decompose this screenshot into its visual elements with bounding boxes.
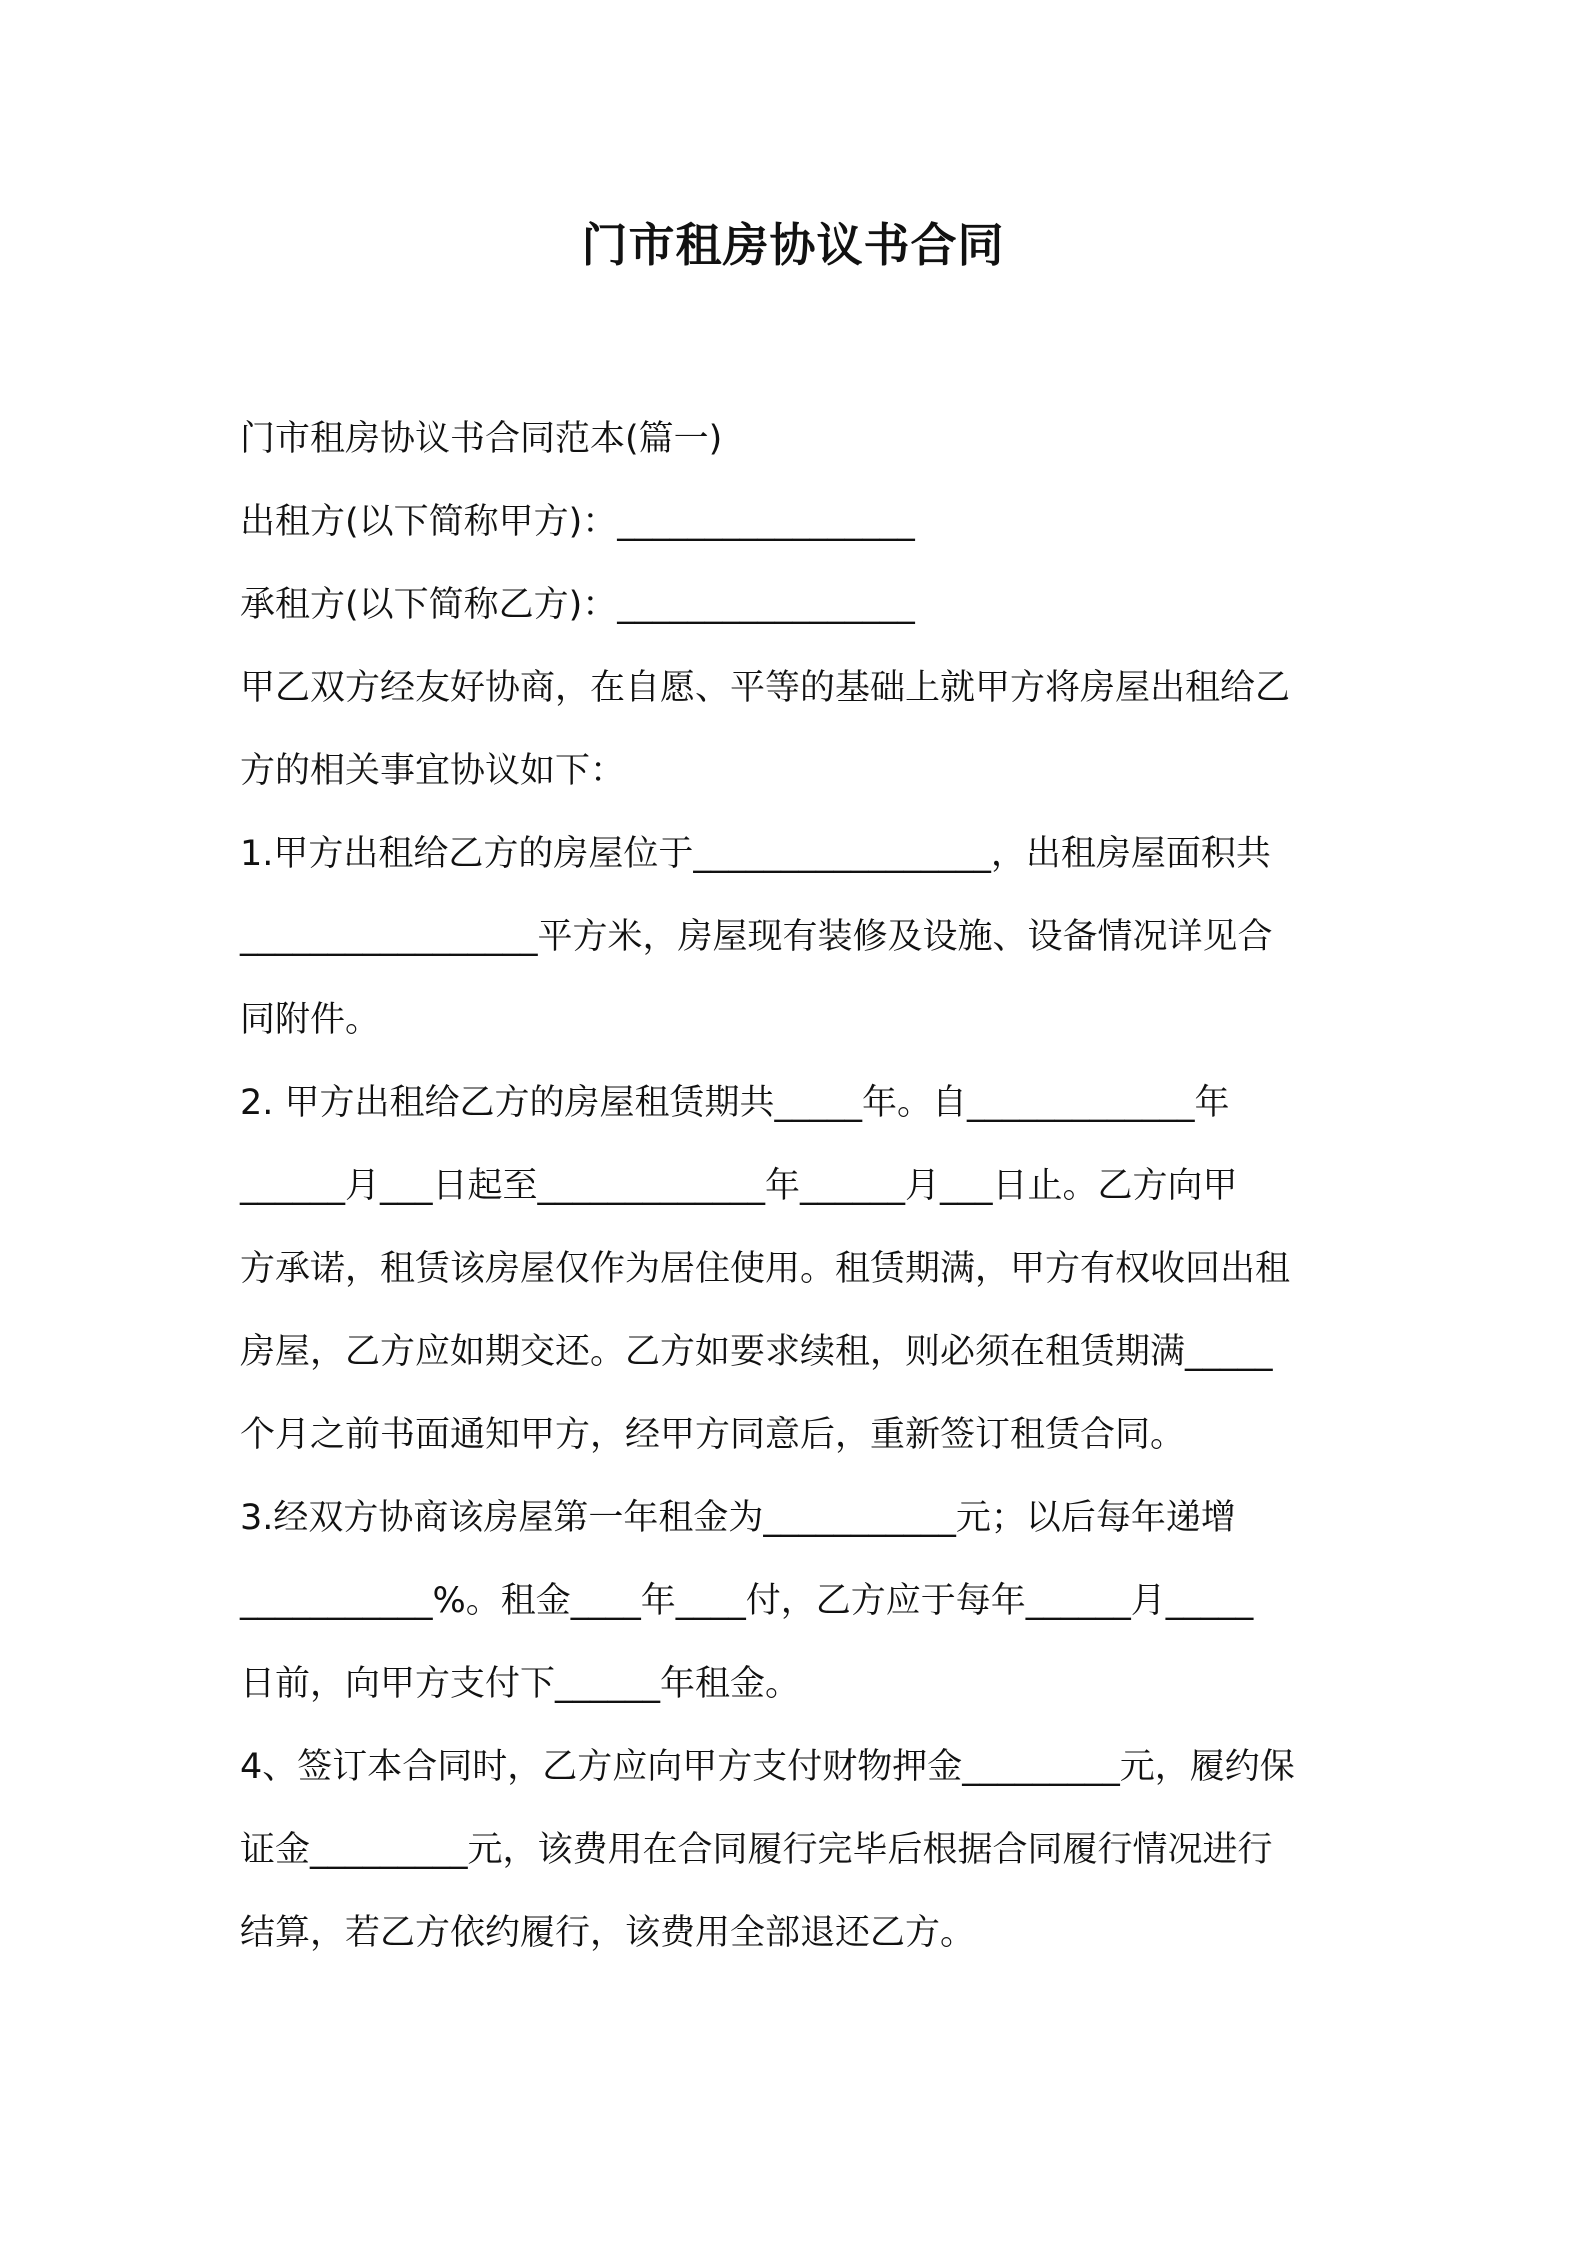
clause-2-line: ______月___日起至_____________年______月___日止。乙方向甲 (240, 1166, 1238, 1206)
clause-3-line: ___________%。租金____年____付，乙方应于每年______月_____ (240, 1581, 1254, 1621)
clause-2-line: 个月之前书面通知甲方，经甲方同意后，重新签订租赁合同。 (240, 1415, 1186, 1455)
document-body (240, 398, 1360, 1975)
document-title: 门市租房协议书合同 (581, 218, 1005, 272)
paragraph-line: 方的相关事宜协议如下： (240, 751, 626, 791)
clause-1-line: 1.甲方出租给乙方的房屋位于_________________，出租房屋面积共 (240, 834, 1271, 874)
clause-1-line: _________________平方米，房屋现有装修及设施、设备情况详见合 (240, 917, 1273, 957)
clause-2-line: 方承诺，租赁该房屋仅作为居住使用。租赁期满，甲方有权收回出租 (240, 1249, 1291, 1289)
paragraph-line: 甲乙双方经友好协商，在自愿、平等的基础上就甲方将房屋出租给乙 (240, 668, 1291, 708)
clause-4-line: 4、签订本合同时，乙方应向甲方支付财物押金_________元，履约保 (240, 1747, 1295, 1787)
lessor-line: 出租方(以下简称甲方)：_________________ (240, 502, 915, 542)
clause-4-line: 结算，若乙方依约履行，该费用全部退还乙方。 (240, 1913, 976, 1953)
clause-2-line: 房屋，乙方应如期交还。乙方如要求续租，则必须在租赁期满_____ (240, 1332, 1273, 1372)
subtitle-line: 门市租房协议书合同范本(篇一) (240, 419, 723, 459)
clause-3-line: 日前，向甲方支付下______年租金。 (240, 1664, 801, 1704)
clause-1-line: 同附件。 (240, 1000, 381, 1040)
clause-4-line: 证金_________元，该费用在合同履行完毕后根据合同履行情况进行 (240, 1830, 1273, 1870)
lessee-line: 承租方(以下简称乙方)：_________________ (240, 585, 915, 625)
clause-3-line: 3.经双方协商该房屋第一年租金为___________元；以后每年递增 (240, 1498, 1236, 1538)
clause-2-line: 2. 甲方出租给乙方的房屋租赁期共_____年。自_____________年 (240, 1083, 1230, 1123)
